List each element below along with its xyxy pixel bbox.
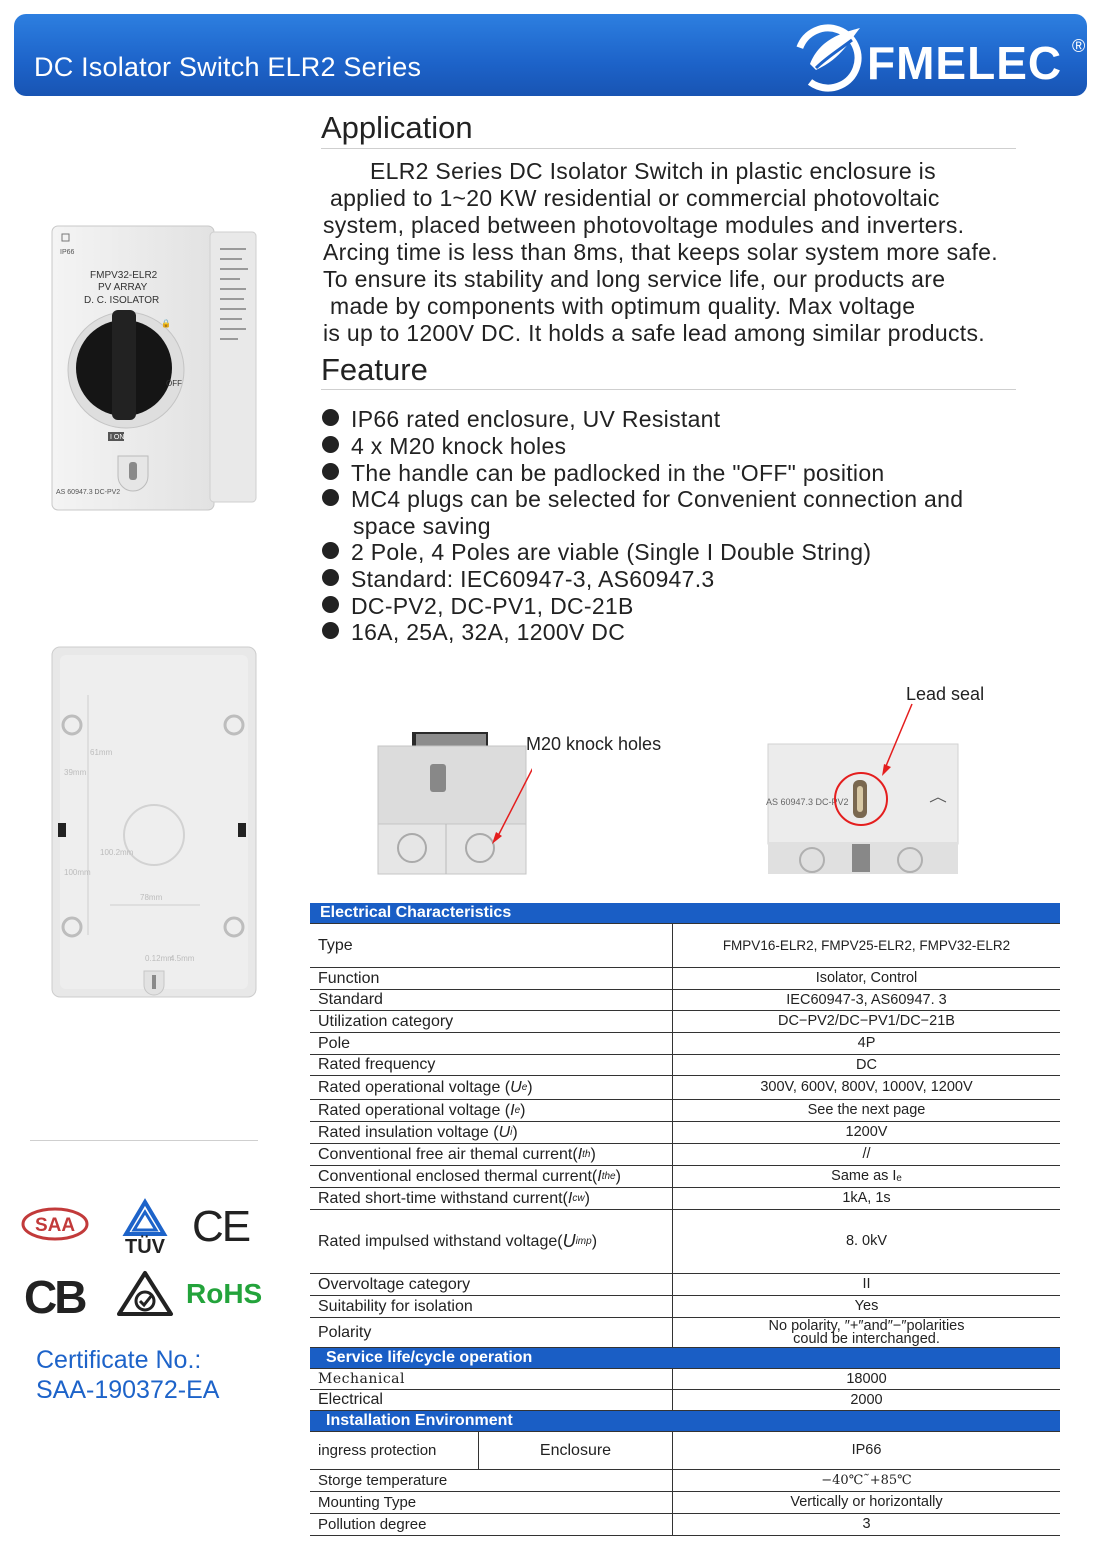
ip-label: IP66	[60, 249, 75, 256]
bullet-icon	[322, 409, 339, 426]
bullet-icon	[322, 489, 339, 506]
tuv-logo	[118, 1198, 172, 1256]
feature-item: Standard: IEC60947-3, AS60947.3	[322, 566, 715, 593]
section-header-installation: Installation Environment	[310, 1411, 1060, 1432]
table-row: Rated frequency DC	[310, 1055, 1060, 1076]
bullet-icon	[322, 436, 339, 453]
product-back-image	[50, 645, 258, 999]
lead-seal-image	[764, 702, 960, 876]
table-row: ingress protection Enclosure IP66	[310, 1432, 1060, 1470]
svg-text:TÜV: TÜV	[125, 1236, 165, 1256]
table-row: Standard IEC60947-3, AS60947. 3	[310, 990, 1060, 1011]
table-row: Type FMPV16-ELR2, FMPV25-ELR2, FMPV32-ELR2	[310, 924, 1060, 968]
table-row: Mechanical 18000	[310, 1369, 1060, 1390]
application-line-5: To ensure its stability and long service life, our products are	[323, 266, 946, 292]
table-row: Overvoltage category II	[310, 1274, 1060, 1296]
table-row: Rated impulsed withstand voltage( U imp ) 8. 0kV	[310, 1210, 1060, 1274]
saa-logo	[20, 1204, 90, 1244]
feature-item-continuation: space saving	[353, 513, 491, 539]
lead-seal-callout: Lead seal	[906, 684, 985, 704]
table-row: Mounting Type Vertically or horizontally	[310, 1492, 1060, 1514]
section-header-service-life: Service life/cycle operation	[310, 1348, 1060, 1369]
application-line-3: system, placed between photovoltage modules and inverters.	[323, 212, 965, 238]
brand-name: FMELEC	[867, 37, 1063, 89]
table-row: Function Isolator, Control	[310, 968, 1060, 990]
bullet-icon	[322, 542, 339, 559]
rohs-logo: RoHS	[186, 1278, 263, 1309]
bullet-icon	[322, 596, 339, 613]
table-row: Storge temperature −40℃˜+85℃	[310, 1470, 1060, 1492]
table-row: Rated operational voltage ( I e ) See the next page	[310, 1100, 1060, 1122]
dim-a: 61mm	[90, 748, 113, 757]
table-row: Polarity No polarity, ″+″and″−″polarities could be interchanged.	[310, 1318, 1060, 1348]
bullet-icon	[322, 622, 339, 639]
feature-rule	[321, 389, 1016, 390]
feature-item: 4 x M20 knock holes	[322, 433, 566, 460]
dim-g: 0.12mm	[145, 954, 174, 963]
knock-holes-callout: M20 knock holes	[526, 734, 662, 754]
application-line-7: is up to 1200V DC. It holds a safe lead among similar products.	[323, 320, 985, 346]
left-divider	[30, 1140, 258, 1141]
certificate-label: Certificate No.:	[36, 1346, 202, 1374]
application-line-2: applied to 1~20 KW residential or commercial photovoltaic	[330, 185, 940, 211]
table-row: Rated short-time withstand current( I cw ) 1kA, 1s	[310, 1188, 1060, 1210]
dim-c: 100.2mm	[100, 848, 134, 857]
bullet-icon	[322, 463, 339, 480]
feature-item: The handle can be padlocked in the "OFF" position	[322, 460, 885, 487]
rcm-logo	[116, 1270, 174, 1318]
table-row: Conventional free air themal current( I th ) //	[310, 1144, 1060, 1166]
knock-holes-image	[372, 728, 532, 876]
feature-item: MC4 plugs can be selected for Convenient connection and	[322, 486, 963, 513]
ce-logo: CE	[192, 1202, 250, 1251]
section-header-electrical: Electrical Characteristics	[310, 903, 1060, 924]
feature-item: 2 Pole, 4 Poles are viable (Single I Double String)	[322, 539, 871, 566]
model-label: FMPV32-ELR2	[90, 270, 158, 281]
bullet-icon	[322, 569, 339, 586]
electrical-characteristics-table	[310, 903, 1060, 1536]
feature-item: IP66 rated enclosure, UV Resistant	[322, 406, 720, 433]
dim-f: 4.5mm	[170, 954, 195, 963]
table-row: Suitability for isolation Yes	[310, 1296, 1060, 1318]
certificate-number: SAA-190372-EA	[36, 1376, 220, 1404]
dim-e: 78mm	[140, 893, 163, 902]
application-rule	[321, 148, 1016, 149]
page-title: DC Isolator Switch ELR2 Series	[34, 52, 422, 82]
table-row: Rated insulation voltage ( U i ) 1200V	[310, 1122, 1060, 1144]
table-row: Pollution degree 3	[310, 1514, 1060, 1536]
application-line-4: Arcing time is less than 8ms, that keeps solar system more safe.	[323, 239, 998, 265]
off-label: OFF	[166, 379, 182, 388]
application-heading: Application	[321, 110, 473, 145]
feature-item: 16A, 25A, 32A, 1200V DC	[322, 619, 625, 646]
pv-array-label: PV ARRAY	[98, 282, 148, 293]
svg-text:RCM: RCM	[145, 1270, 148, 1271]
table-row: Electrical 2000	[310, 1390, 1060, 1411]
application-line-1: ELR2 Series DC Isolator Switch in plastic enclosure is	[370, 158, 936, 184]
table-row: Rated operational voltage ( U e ) 300V, 600V, 800V, 1000V, 1200V	[310, 1076, 1060, 1100]
table-row: Utilization category DC−PV2/DC−PV1/DC−21B	[310, 1011, 1060, 1033]
fmelec-logo-icon	[790, 18, 870, 94]
table-row: Pole 4P	[310, 1033, 1060, 1055]
feature-item: DC-PV2, DC-PV1, DC-21B	[322, 593, 634, 620]
on-label: I ON	[110, 434, 125, 441]
cb-logo: CB	[24, 1271, 85, 1323]
dim-d: 100mm	[64, 868, 91, 877]
standard-label: AS 60947.3 DC-PV2	[56, 489, 121, 496]
isolator-label: D. C. ISOLATOR	[84, 295, 160, 306]
application-line-6: made by components with optimum quality. Max voltage	[330, 293, 916, 319]
table-row: Conventional enclosed thermal current( I the ) Same as Iₑ	[310, 1166, 1060, 1188]
dim-b: 39mm	[64, 768, 87, 777]
brand-logo	[790, 18, 1090, 94]
seal-standard-label: AS 60947.3 DC-PV2	[766, 797, 849, 807]
lock-icon-label: 🔒	[161, 319, 171, 328]
svg-text:SAA: SAA	[34, 1215, 76, 1236]
registered-mark: ®	[1072, 36, 1086, 56]
feature-heading: Feature	[321, 352, 428, 387]
header-banner	[14, 14, 1087, 96]
product-front-image	[48, 218, 262, 516]
